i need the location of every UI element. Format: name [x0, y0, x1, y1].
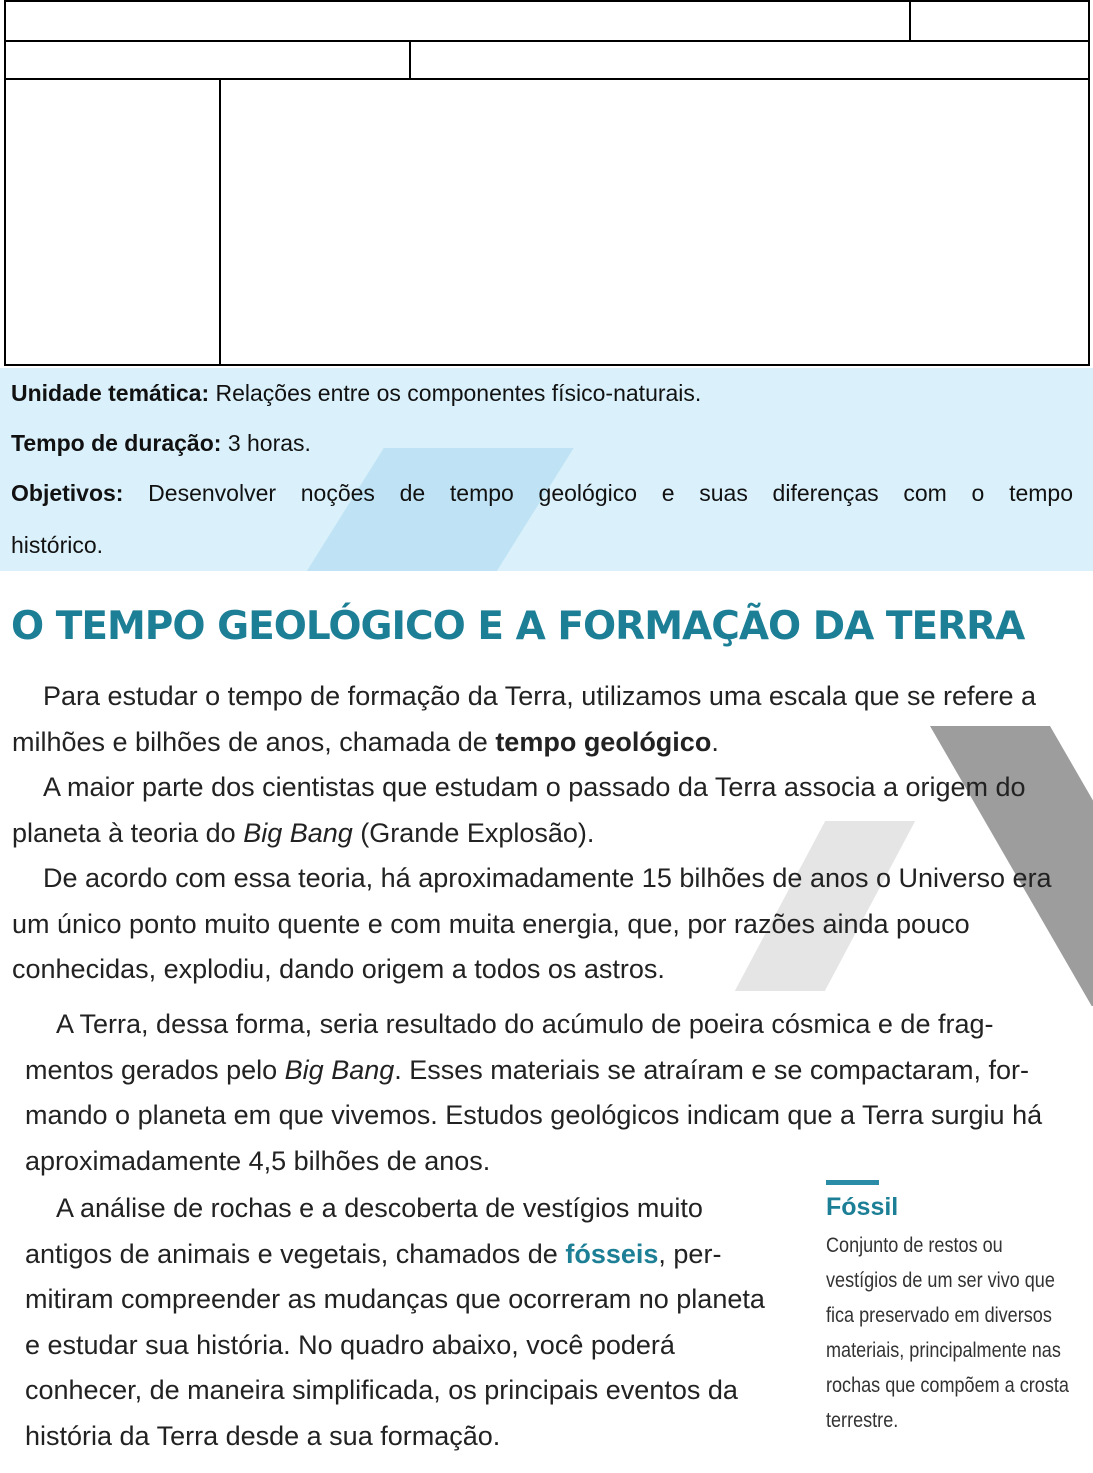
paragraph-1: Para estudar o tempo de formação da Terra, utilizamos uma escala que se refere a milhões e bilhões de anos, chamada de tempo geológico.: [12, 681, 1037, 757]
objetivos-label: Objetivos:: [11, 480, 124, 506]
tempo-duracao-label: Tempo de duração:: [11, 430, 222, 456]
glossary-box: [826, 1180, 1076, 1438]
term-big-bang: Big Bang: [243, 817, 353, 848]
glossary-term: Fóssil: [826, 1193, 899, 1221]
form-cell-content: [220, 80, 1088, 364]
paragraph-5: A análise de rochas e a descoberta de vestígios muito antigos de animais e vegetais, chamados de fósseis, permitiram compreender as mudanças que ocorreram no planeta e estudar sua história. No quadro abaixo, você poderá conhecer, de maneira simplificada, os principais eventos da história da Terra desde a sua formação.: [25, 1193, 765, 1451]
form-cell-teacher: [6, 42, 410, 78]
tempo-duracao-line: [11, 428, 1073, 458]
lesson-info-section: [0, 368, 1093, 571]
term-big-bang-2: Big Bang: [284, 1054, 395, 1085]
article-title: O TEMPO GEOLÓGICO E A FORMAÇÃO DA TERRA: [11, 604, 1025, 649]
term-fosseis: fósseis: [565, 1238, 659, 1269]
unidade-tematica-line: [11, 378, 1073, 408]
form-cell-number: [910, 1, 1089, 41]
objetivos-line: [11, 478, 1073, 508]
paragraph-4: A Terra, dessa forma, seria resultado do acúmulo de poeira cósmica e de fragmentos gerados pelo Big Bang. Esses materiais se atraíram e se compactaram, formando o planeta em que vivemos. Estudos geológicos indicam que a Terra surgiu há aproximadamente 4,5 bilhões de anos.: [25, 1009, 1043, 1176]
glossary-accent-bar: [826, 1180, 879, 1185]
unidade-tematica-label: Unidade temática:: [11, 380, 210, 406]
objetivos-value-cont: histórico.: [11, 532, 104, 558]
term-tempo-geologico: tempo geológico: [495, 726, 712, 757]
tempo-duracao-value: 3 horas.: [221, 430, 311, 456]
lesson-header-table: [4, 0, 1090, 366]
objetivos-line-2: [11, 530, 1073, 560]
form-cell-school: [410, 42, 1088, 78]
unidade-tematica-value: Relações entre os componentes físico-naturais.: [209, 380, 702, 406]
objetivos-value: Desenvolver noções de tempo geológico e suas diferenças com o tempo: [123, 480, 1073, 506]
article-block-2: [25, 1002, 1063, 1184]
glossary-definition: Conjunto de restos ou vestígios de um ser vivo que fica preservado em diversos materiais, principalmente nas rochas que compõem a crosta terrestre.: [826, 1234, 1069, 1432]
article-block-1: [12, 674, 1074, 993]
paragraph-3: De acordo com essa teoria, há aproximadamente 15 bilhões de anos o Universo era um único ponto muito quente e com muita energia, que, por razões ainda pouco conhecidas, explodiu, dando origem a todos os astros.: [12, 863, 1052, 984]
form-cell-title: [5, 1, 910, 41]
form-cell-label: [6, 80, 220, 364]
paragraph-2: A maior parte dos cientistas que estudam o passado da Terra associa a origem do planeta à teoria do Big Bang (Grande Explosão).: [12, 772, 1026, 848]
article-block-3: [25, 1186, 775, 1459]
textbook-page: [0, 571, 1093, 1473]
